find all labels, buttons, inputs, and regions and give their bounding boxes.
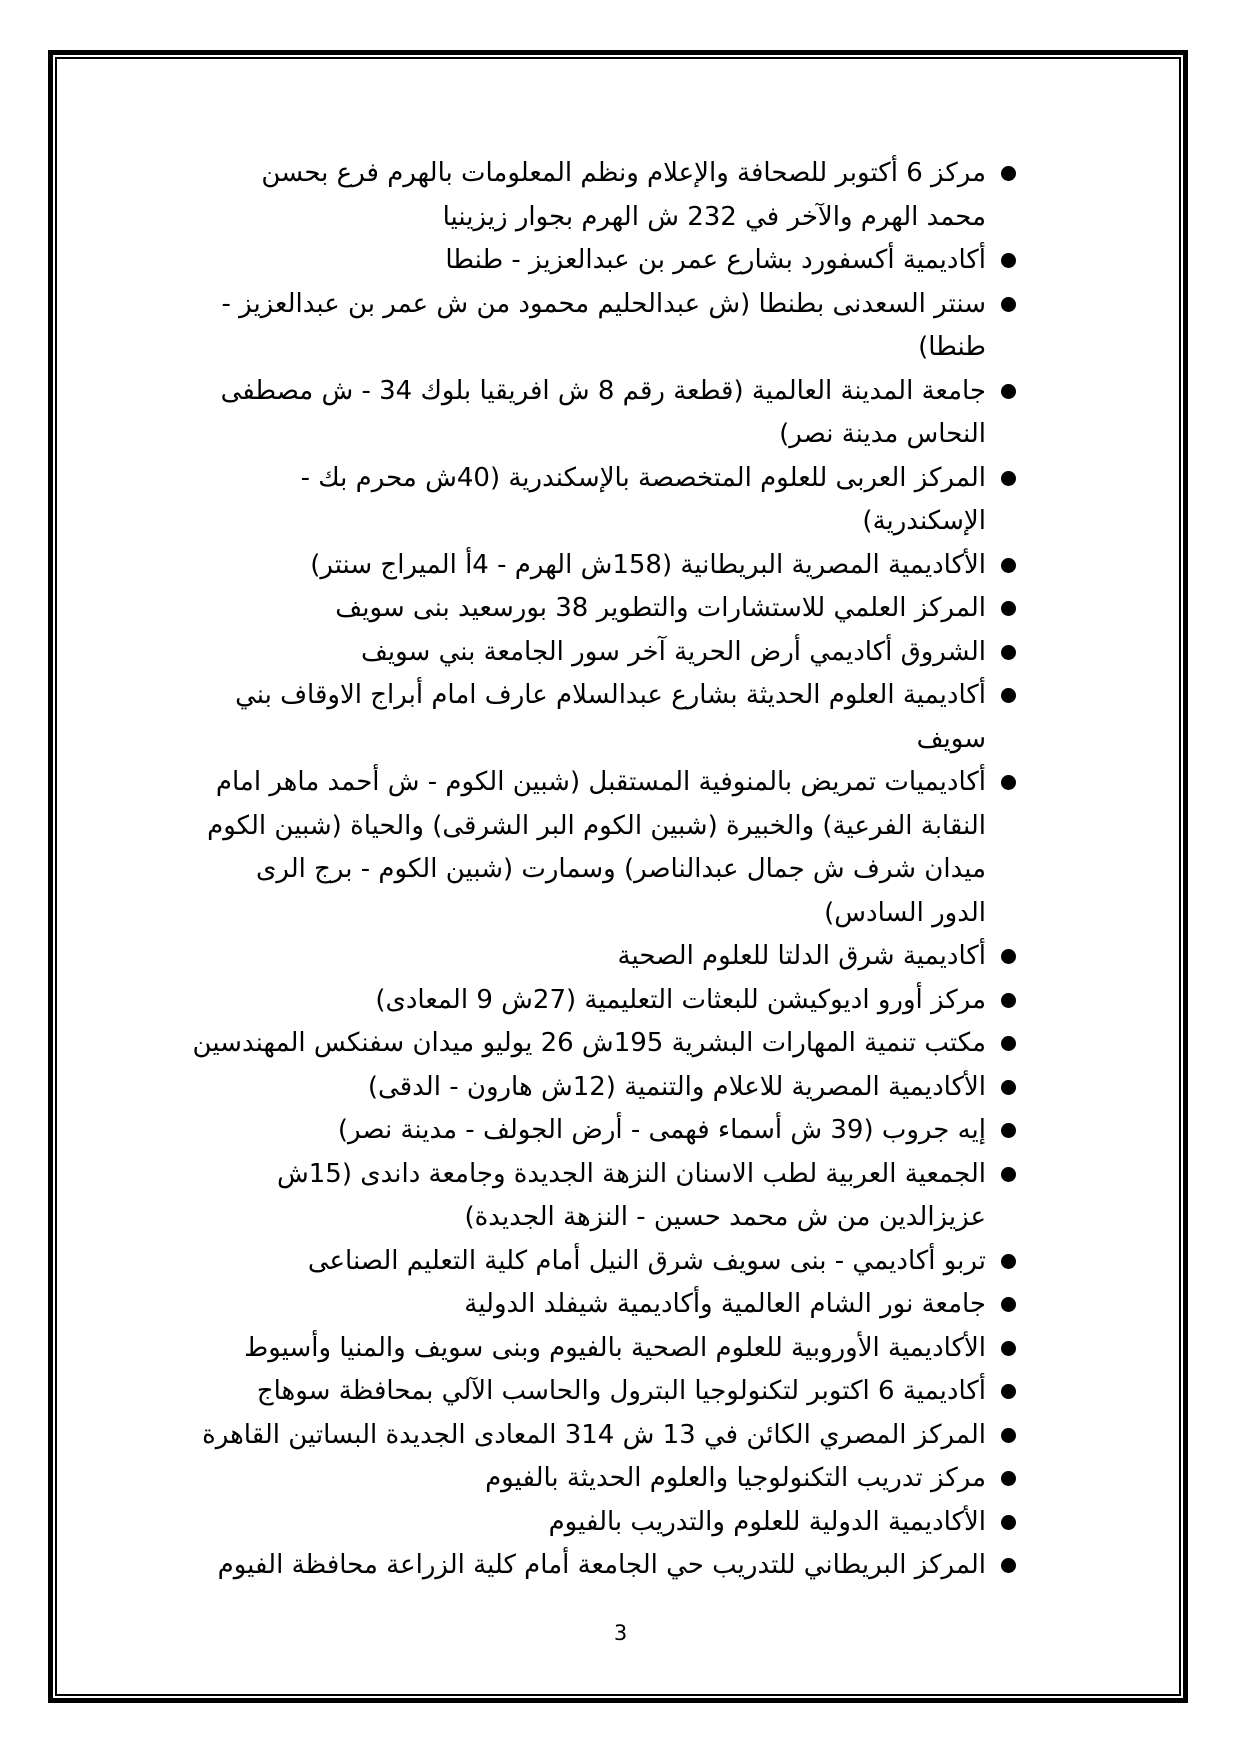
list-item-text: مكتب تنمية المهارات البشرية 195ش 26 يوليو ميدان سفنكس المهندسين: [192, 1028, 986, 1058]
page-number: 3: [613, 1621, 628, 1645]
list-item-text: الأكاديمية المصرية البريطانية (158ش الهرم - 4أ الميراج سنتر): [310, 549, 986, 580]
list-item: [170, 457, 986, 544]
list-item: [170, 1414, 986, 1458]
list-item-text: المركز المصري الكائن في 13 ش 314 المعادى الجديدة البساتين القاهرة: [202, 1419, 986, 1450]
list-item-text: الشروق أكاديمي أرض الحرية آخر سور الجامعة بني سويف: [360, 636, 986, 667]
bullet-icon: [1001, 688, 1016, 703]
bullet-icon: [1001, 775, 1016, 790]
list-item-text: أكاديمية أكسفورد بشارع عمر بن عبدالعزيز - طنطا: [445, 245, 986, 275]
list-item: [170, 1283, 986, 1327]
list-item: [170, 1457, 986, 1501]
list-item: [170, 239, 986, 283]
list-item: [170, 1544, 986, 1588]
list-item-text: تربو أكاديمي - بنى سويف شرق النيل أمام كلية التعليم الصناعى: [307, 1245, 986, 1276]
bullet-icon: [1001, 601, 1016, 616]
list-item-text: أكاديمية 6 اكتوبر لتكنولوجيا البترول والحاسب الآلي بمحافظة سوهاج: [256, 1376, 986, 1406]
bullet-icon: [1001, 1123, 1016, 1138]
list-item-text: النقابة الفرعية) والخبيرة (شبين الكوم البر الشرقى) والحياة (شبين الكوم: [207, 810, 986, 841]
list-item: [170, 674, 986, 761]
list-item-text: أكاديمية العلوم الحديثة بشارع عبدالسلام عارف امام أبراج الاوقاف بني: [235, 680, 986, 710]
list-item: [170, 1109, 986, 1153]
list-item: [170, 1022, 986, 1066]
list-item: [170, 370, 986, 457]
list-item-text: محمد الهرم والآخر في 232 ش الهرم بجوار زيزينيا: [442, 201, 986, 232]
bullet-icon: [1001, 993, 1016, 1008]
bullet-icon: [1001, 253, 1016, 268]
bullet-icon: [1001, 297, 1016, 312]
bullet-icon: [1001, 1384, 1016, 1399]
list-item-text: سنتر السعدنى بطنطا (ش عبدالحليم محمود من ش عمر بن عبدالعزيز -: [221, 288, 986, 319]
bullet-icon: [1001, 1080, 1016, 1095]
list-item-text: مركز 6 أكتوبر للصحافة والإعلام ونظم المعلومات بالهرم فرع بحسن: [261, 158, 986, 188]
list-item: [170, 935, 986, 979]
bullet-icon: [1001, 1167, 1016, 1182]
list-item-text: جامعة المدينة العالمية (قطعة رقم 8 ش افريقيا بلوك 34 - ش مصطفى: [220, 375, 986, 406]
bullet-icon: [1001, 1297, 1016, 1312]
list-item: [170, 152, 986, 239]
bullet-icon: [1001, 384, 1016, 399]
list-item-text: الأكاديمية الأوروبية للعلوم الصحية بالفيوم وبنى سويف والمنيا وأسيوط: [244, 1332, 986, 1363]
bulleted-list: [170, 152, 986, 1588]
list-item-text: النحاس مدينة نصر): [779, 419, 986, 449]
list-item: [170, 1240, 986, 1284]
list-item: [170, 761, 986, 935]
list-item-text: طنطا): [918, 332, 986, 362]
list-item-text: إيه جروب (39 ش أسماء فهمى - أرض الجولف - مدينة نصر): [337, 1115, 986, 1145]
list-item-text: الدور السادس): [824, 897, 986, 928]
bullet-icon: [1001, 645, 1016, 660]
list-item: [170, 1501, 986, 1545]
list-item-text: ميدان شرف ش جمال عبدالناصر) وسمارت (شبين الكوم - برج الرى: [256, 854, 986, 884]
list-item-text: الإسكندرية): [862, 506, 986, 536]
list-item-text: الأكاديمية الدولية للعلوم والتدريب بالفيوم: [548, 1506, 986, 1537]
list-item-text: الأكاديمية المصرية للاعلام والتنمية (12ش هارون - الدقى): [367, 1071, 986, 1102]
bullet-icon: [1001, 1341, 1016, 1356]
list-item-text: سويف: [916, 723, 986, 754]
list-item: [170, 587, 986, 631]
bullet-icon: [1001, 1558, 1016, 1573]
list-item-text: جامعة نور الشام العالمية وأكاديمية شيفلد الدولية: [464, 1289, 986, 1319]
bullet-icon: [1001, 471, 1016, 486]
list-item: [170, 1066, 986, 1110]
bullet-icon: [1001, 558, 1016, 573]
list-item-text: أكاديمية شرق الدلتا للعلوم الصحية: [617, 941, 986, 971]
list-item-text: المركز العربى للعلوم المتخصصة بالإسكندرية (40ش محرم بك -: [300, 462, 986, 493]
list-item-text: مركز أورو اديوكيشن للبعثات التعليمية (27ش 9 المعادى): [375, 984, 986, 1015]
bullet-icon: [1001, 949, 1016, 964]
list-item: [170, 631, 986, 675]
list-item-text: المركز البريطاني للتدريب حي الجامعة أمام كلية الزراعة محافظة الفيوم: [217, 1550, 986, 1580]
list-item: [170, 1153, 986, 1240]
bullet-icon: [1001, 166, 1016, 181]
list-item: [170, 1327, 986, 1371]
list-item: [170, 979, 986, 1023]
list-item-text: الجمعية العربية لطب الاسنان النزهة الجديدة وجامعة داندى (15ش: [277, 1158, 986, 1189]
list-item-text: المركز العلمي للاستشارات والتطوير 38 بورسعيد بنى سويف: [335, 593, 986, 623]
list-item-text: عزيزالدين من ش محمد حسين - النزهة الجديدة): [464, 1202, 986, 1232]
list-item: [170, 544, 986, 588]
bullet-icon: [1001, 1471, 1016, 1486]
list-item: [170, 1370, 986, 1414]
bullet-icon: [1001, 1428, 1016, 1443]
bullet-icon: [1001, 1515, 1016, 1530]
list-item-text: مركز تدريب التكنولوجيا والعلوم الحديثة بالفيوم: [485, 1463, 986, 1493]
list-item-text: أكاديميات تمريض بالمنوفية المستقبل (شبين الكوم - ش أحمد ماهر امام: [215, 767, 986, 797]
list-item: [170, 283, 986, 370]
bullet-icon: [1001, 1254, 1016, 1269]
bullet-icon: [1001, 1036, 1016, 1051]
